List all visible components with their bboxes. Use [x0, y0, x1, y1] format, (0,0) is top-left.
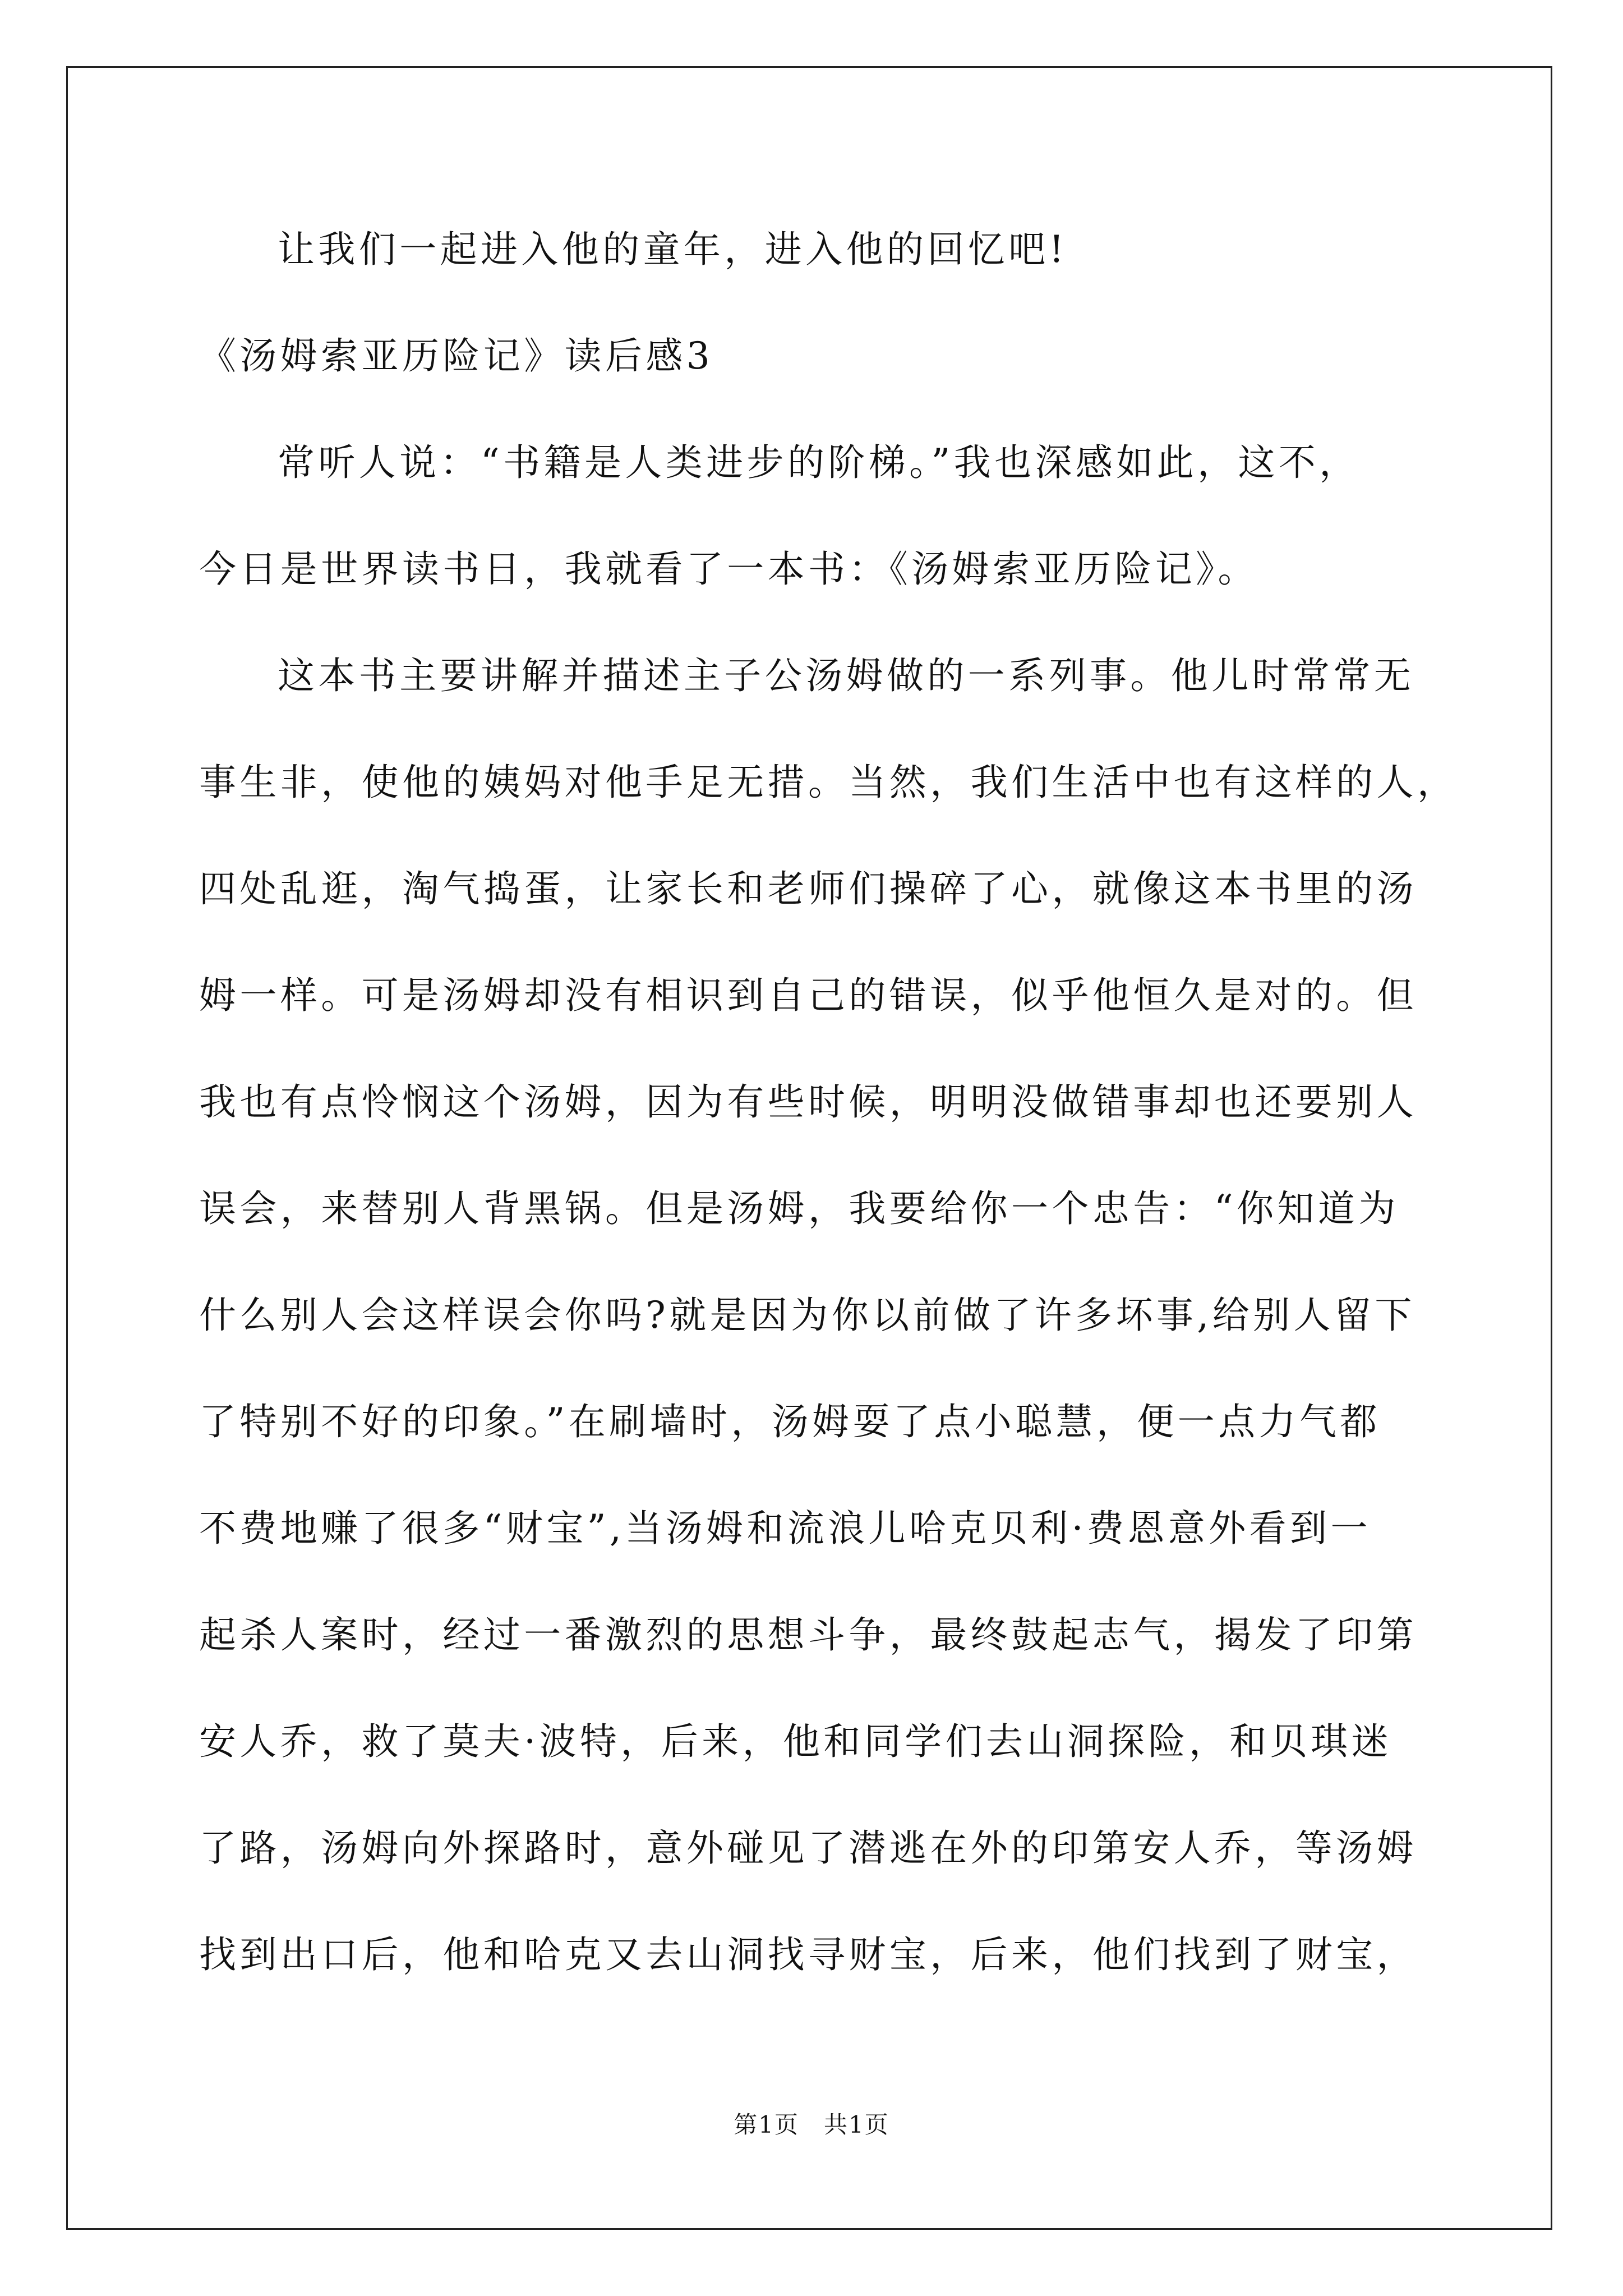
paragraph-line: 四处乱逛，淘气捣蛋，让家长和老师们操碎了心，就像这本书里的汤: [199, 867, 1417, 910]
page-footer: 第1页 共1页: [734, 2111, 889, 2138]
paragraph-line: 了特别不好的印象。”在刷墙时，汤姆耍了点小聪慧，便一点力气都: [199, 1400, 1381, 1443]
paragraph-line: 我也有点怜悯这个汤姆，因为有些时候，明明没做错事却也还要别人: [199, 1080, 1417, 1124]
paragraph-line: 今日是世界读书日，我就看了一本书：《汤姆索亚历险记》。: [199, 547, 1258, 591]
section-heading: 《汤姆索亚历险记》读后感3: [199, 334, 714, 378]
paragraph-line: 不费地赚了很多“财宝”,当汤姆和流浪儿哈克贝利·费恩意外看到一: [199, 1507, 1371, 1550]
paragraph-line: 起杀人案时，经过一番激烈的思想斗争，最终鼓起志气，揭发了印第: [199, 1613, 1417, 1657]
paragraph-line: 了路，汤姆向外探路时，意外碰见了潜逃在外的印第安人乔，等汤姆: [199, 1826, 1417, 1870]
document-body: [199, 196, 1458, 2008]
paragraph-line: 什么别人会这样误会你吗?就是因为你以前做了许多坏事,给别人留下: [199, 1294, 1415, 1337]
paragraph-line: 安人乔，救了莫夫·波特，后来，他和同学们去山洞探险，和贝琪迷: [199, 1720, 1392, 1763]
paragraph-line: 事生非，使他的姨妈对他手足无措。当然，我们生活中也有这样的人，: [199, 761, 1458, 804]
paragraph-line: 姆一样。可是汤姆却没有相识到自己的错误，似乎他恒久是对的。但: [199, 974, 1417, 1017]
paragraph-line: 找到出口后，他和哈克又去山洞找寻财宝，后来，他们找到了财宝，: [199, 1933, 1417, 1976]
paragraph-line: 误会，来替别人背黑锅。但是汤姆，我要给你一个忠告：“你知道为: [199, 1187, 1399, 1230]
paragraph-line: 这本书主要讲解并描述主子公汤姆做的一系列事。他儿时常常无: [278, 654, 1415, 697]
paragraph-line: 让我们一起进入他的童年，进入他的回忆吧!: [278, 228, 1068, 271]
paragraph-line: 常听人说：“书籍是人类进步的阶梯。”我也深感如此，这不，: [278, 441, 1360, 484]
